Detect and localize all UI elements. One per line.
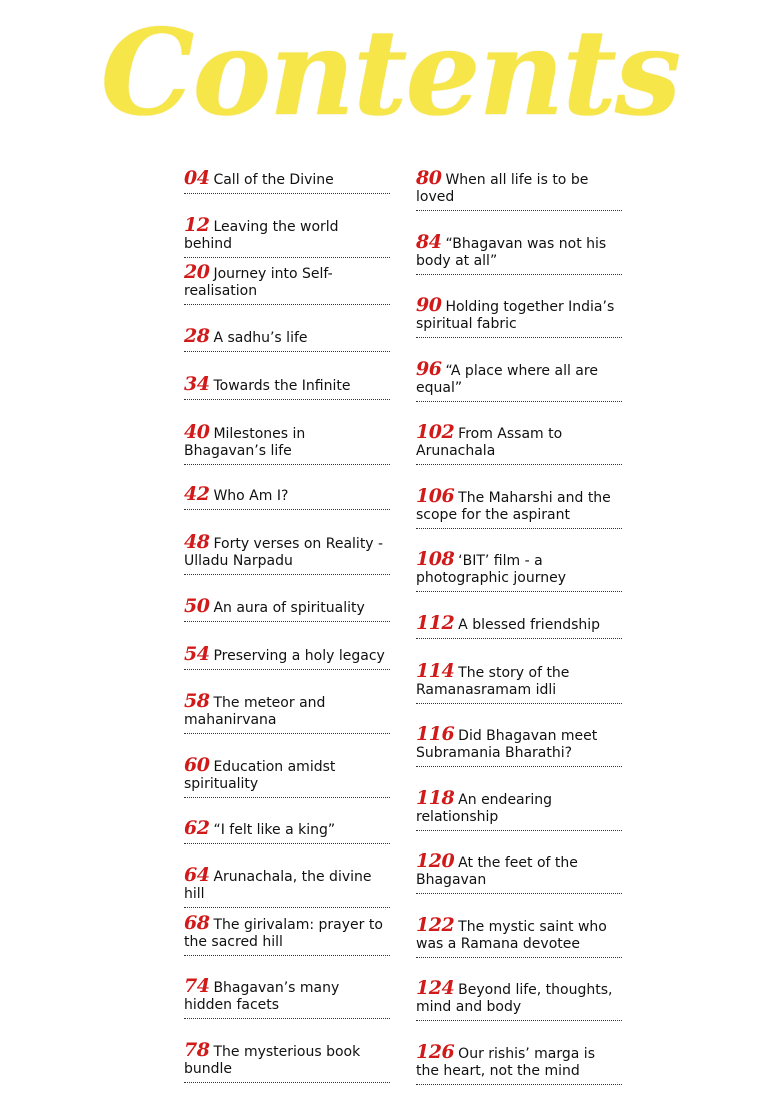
entry-page-number: 12 (184, 214, 210, 236)
entry-page-number: 48 (184, 531, 210, 553)
entry-page-number: 78 (184, 1039, 210, 1061)
toc-entry[interactable] (416, 612, 622, 639)
dotted-rule (416, 528, 622, 529)
dotted-rule (184, 733, 390, 734)
dotted-rule (184, 464, 390, 465)
entry-page-number: 116 (416, 723, 455, 745)
toc-entry[interactable] (416, 231, 622, 275)
dotted-rule (416, 591, 622, 592)
contents-title: Contents (100, 3, 680, 142)
entry-page-number: 96 (416, 358, 442, 380)
entry-page-number: 118 (416, 787, 455, 809)
entry-page-number: 28 (184, 325, 210, 347)
entry-title: Milestones in Bhagavan’s life (184, 426, 306, 459)
entry-title: Beyond life, thoughts, mind and body (416, 982, 613, 1015)
entry-page-number: 122 (416, 914, 455, 936)
toc-entry[interactable] (184, 261, 390, 305)
entry-title: The Maharshi and the scope for the aspirant (416, 490, 611, 523)
toc-entry[interactable] (184, 483, 390, 510)
toc-entry[interactable] (184, 531, 390, 575)
entry-title: The meteor and mahanirvana (184, 695, 326, 728)
dotted-rule (416, 210, 622, 211)
entry-page-number: 114 (416, 660, 455, 682)
entry-page-number: 68 (184, 912, 210, 934)
toc-entry[interactable] (416, 294, 622, 338)
entry-title: “I felt like a king” (213, 822, 336, 838)
dotted-rule (184, 843, 390, 844)
entry-page-number: 124 (416, 977, 455, 999)
entry-title: At the feet of the Bhagavan (416, 855, 578, 888)
entry-page-number: 74 (184, 975, 210, 997)
entry-page-number: 50 (184, 595, 210, 617)
dotted-rule (184, 669, 390, 670)
entry-page-number: 20 (184, 261, 210, 283)
entry-title: Forty verses on Reality - Ulladu Narpadu (184, 536, 384, 569)
entry-page-number: 04 (184, 167, 210, 189)
entry-title: A sadhu’s life (213, 330, 308, 346)
entry-page-number: 112 (416, 612, 455, 634)
toc-entry[interactable] (184, 325, 390, 352)
entry-page-number: 80 (416, 167, 442, 189)
toc-entry[interactable] (416, 977, 622, 1021)
dotted-rule (184, 193, 390, 194)
toc-entry[interactable] (416, 358, 622, 402)
entry-page-number: 58 (184, 690, 210, 712)
dotted-rule (416, 401, 622, 402)
entry-page-number: 60 (184, 754, 210, 776)
entry-title: Bhagavan’s many hidden facets (184, 980, 340, 1013)
dotted-rule (184, 955, 390, 956)
entry-page-number: 120 (416, 850, 455, 872)
toc-entry[interactable] (184, 421, 390, 465)
entry-title: Holding together India’s spiritual fabric (416, 299, 615, 332)
entry-page-number: 40 (184, 421, 210, 443)
entry-title: When all life is to be loved (416, 172, 589, 205)
dotted-rule (416, 274, 622, 275)
dotted-rule (184, 907, 390, 908)
entry-page-number: 84 (416, 231, 442, 253)
toc-entry[interactable] (184, 864, 390, 908)
toc-entry[interactable] (416, 660, 622, 704)
toc-entry[interactable] (184, 214, 390, 258)
entry-title: “A place where all are equal” (416, 363, 598, 396)
dotted-rule (416, 337, 622, 338)
dotted-rule (184, 621, 390, 622)
toc-entry[interactable] (184, 167, 390, 194)
dotted-rule (416, 766, 622, 767)
entry-title: Education amidst spirituality (184, 759, 336, 792)
dotted-rule (416, 830, 622, 831)
toc-entry[interactable] (184, 1039, 390, 1083)
entry-page-number: 34 (184, 373, 210, 395)
entry-title: An aura of spirituality (213, 600, 365, 616)
toc-entry[interactable] (184, 975, 390, 1019)
dotted-rule (184, 304, 390, 305)
toc-entry[interactable] (416, 167, 622, 211)
dotted-rule (416, 703, 622, 704)
entry-page-number: 64 (184, 864, 210, 886)
toc-entry[interactable] (184, 817, 390, 844)
entry-title: Did Bhagavan meet Subramania Bharathi? (416, 728, 598, 761)
dotted-rule (184, 797, 390, 798)
dotted-rule (416, 1084, 622, 1085)
entry-title: Our rishis’ marga is the heart, not the mind (416, 1046, 595, 1079)
toc-entry[interactable] (184, 912, 390, 956)
toc-entry[interactable] (184, 595, 390, 622)
toc-entry[interactable] (416, 723, 622, 767)
entry-page-number: 108 (416, 548, 455, 570)
entry-title: Arunachala, the divine hill (184, 869, 372, 902)
entry-page-number: 90 (416, 294, 442, 316)
toc-entry[interactable] (416, 850, 622, 894)
dotted-rule (416, 957, 622, 958)
entry-title: Towards the Infinite (213, 378, 351, 394)
entry-title: A blessed friendship (458, 617, 601, 633)
toc-entry[interactable] (416, 787, 622, 831)
entry-page-number: 106 (416, 485, 455, 507)
entry-page-number: 54 (184, 643, 210, 665)
entry-page-number: 126 (416, 1041, 455, 1063)
toc-entry[interactable] (184, 690, 390, 734)
toc-entry[interactable] (416, 485, 622, 529)
toc-entry[interactable] (184, 754, 390, 798)
dotted-rule (184, 574, 390, 575)
toc-entry[interactable] (184, 643, 390, 670)
toc-entry[interactable] (416, 548, 622, 592)
toc-entry[interactable] (416, 421, 622, 465)
dotted-rule (184, 257, 390, 258)
entry-title: The girivalam: prayer to the sacred hill (184, 917, 383, 950)
entry-title: Call of the Divine (213, 172, 334, 188)
entry-page-number: 62 (184, 817, 210, 839)
entry-title: The story of the Ramanasramam idli (416, 665, 570, 698)
entry-title: The mystic saint who was a Ramana devotee (416, 919, 607, 952)
dotted-rule (184, 1018, 390, 1019)
toc-entry[interactable] (416, 914, 622, 958)
entry-title: “Bhagavan was not his body at all” (416, 236, 607, 269)
entry-title: Journey into Self-realisation (184, 266, 333, 299)
entry-title: Leaving the world behind (184, 219, 339, 252)
dotted-rule (184, 399, 390, 400)
dotted-rule (184, 1082, 390, 1083)
dotted-rule (184, 509, 390, 510)
dotted-rule (416, 638, 622, 639)
entry-title: From Assam to Arunachala (416, 426, 563, 459)
entry-title: The mysterious book bundle (184, 1044, 361, 1077)
dotted-rule (416, 893, 622, 894)
dotted-rule (184, 351, 390, 352)
entry-title: An endearing relationship (416, 792, 553, 825)
dotted-rule (416, 464, 622, 465)
entry-page-number: 42 (184, 483, 210, 505)
toc-entry[interactable] (416, 1041, 622, 1085)
entry-title: Preserving a holy legacy (213, 648, 385, 664)
entry-title: ‘BIT’ film - a photographic journey (416, 553, 567, 586)
toc-entry[interactable] (184, 373, 390, 400)
entry-title: Who Am I? (213, 488, 289, 504)
entry-page-number: 102 (416, 421, 455, 443)
dotted-rule (416, 1020, 622, 1021)
